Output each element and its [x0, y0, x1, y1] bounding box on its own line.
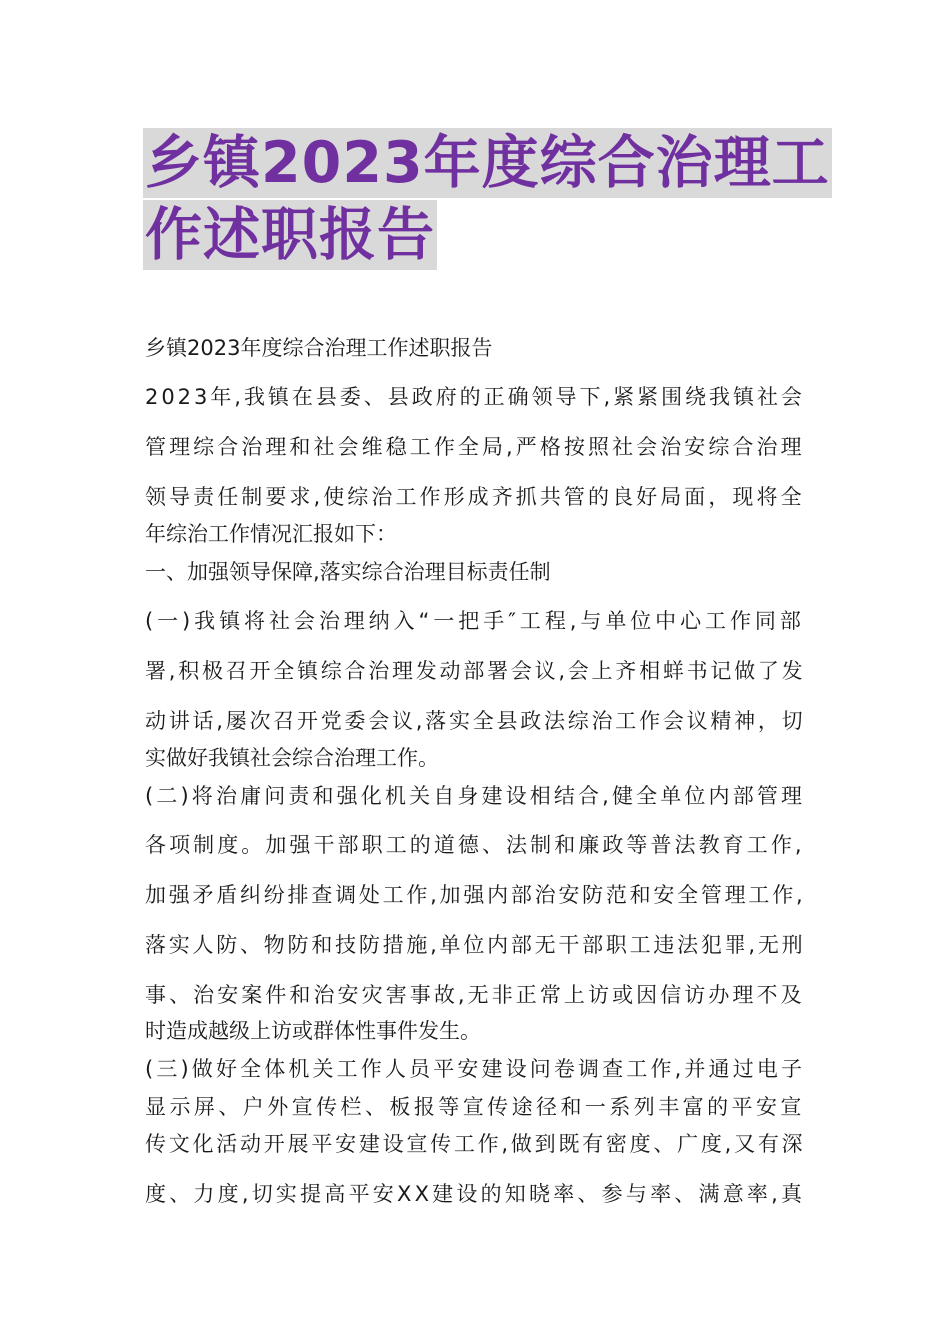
paragraph-line: 度、力度,切实提高平安XX建设的知晓率、参与率、满意率,真: [145, 1182, 806, 1206]
paragraph-line: 2023年,我镇在县委、县政府的正确领导下,紧紧围绕我镇社会: [145, 385, 805, 409]
section-heading: 一、加强领导保障,落实综合治理目标责任制: [145, 560, 551, 584]
paragraph-line: 年综治工作情况汇报如下：: [145, 522, 397, 546]
paragraph-line: 加强矛盾纠纷排查调处工作,加强内部治安防范和安全管理工作,: [145, 883, 806, 907]
paragraph-line: 落实人防、物防和技防措施,单位内部无干部职工违法犯罪,无刑: [145, 933, 806, 957]
paragraph-line: 署,积极召开全镇综合治理发动部署会议,会上齐相蛘书记做了发: [145, 659, 806, 683]
document-subtitle: 乡镇2023年度综合治理工作述职报告: [145, 336, 493, 360]
paragraph-line: 实做好我镇社会综合治理工作。: [145, 746, 439, 770]
paragraph-line: 显示屏、户外宣传栏、板报等宣传途径和一系列丰富的平安宣: [145, 1095, 805, 1119]
paragraph-line: (二)将治庸问责和强化机关自身建设相结合,健全单位内部管理: [145, 784, 806, 808]
paragraph-line: 管理综合治理和社会维稳工作全局,严格按照社会治安综合治理: [145, 435, 805, 459]
title-line-1: 乡镇2023年度综合治理工: [145, 130, 830, 196]
paragraph-line: 时造成越级上访或群体性事件发生。: [145, 1019, 481, 1043]
paragraph-line: (三)做好全体机关工作人员平安建设问卷调查工作,并通过电子: [145, 1057, 806, 1081]
paragraph-line: 领导责任制要求,使综治工作形成齐抓共管的良好局面，现将全: [145, 485, 805, 509]
paragraph-line: 各项制度。加强干部职工的道德、法制和廉政等普法教育工作,: [145, 833, 805, 857]
paragraph-line: 动讲话,屡次召开党委会议,落实全县政法综治工作会议精神，切: [145, 709, 806, 733]
paragraph-line: 事、治安案件和治安灾害事故,无非正常上访或因信访办理不及: [145, 983, 805, 1007]
paragraph-line: 传文化活动开展平安建设宣传工作,做到既有密度、广度,又有深: [145, 1132, 806, 1156]
paragraph-line: (一)我镇将社会治理纳入“一把手″工程,与单位中心工作同部: [145, 609, 805, 633]
title-line-2: 作述职报告: [145, 202, 435, 268]
